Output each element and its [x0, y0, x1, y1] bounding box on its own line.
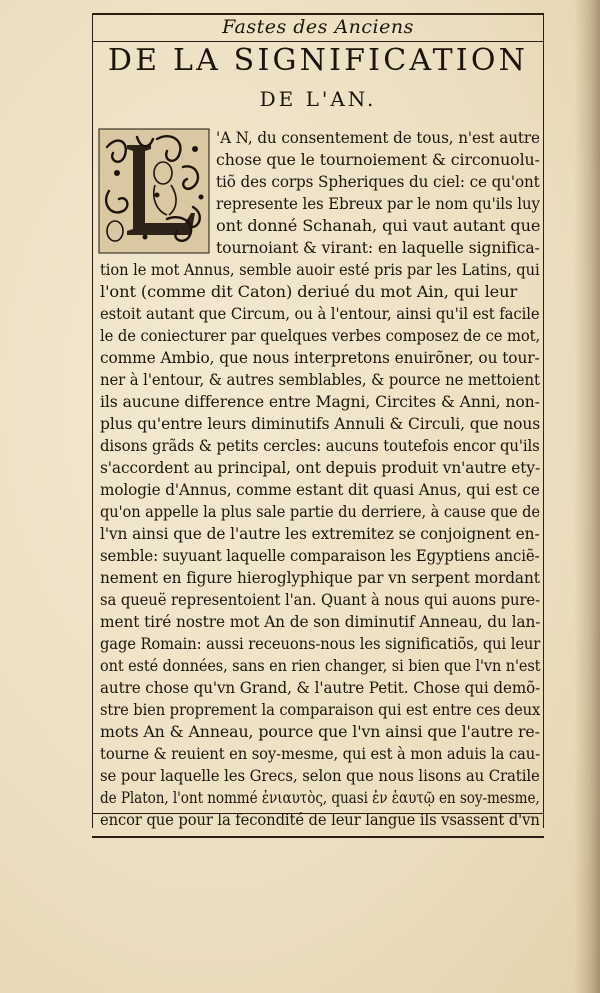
text-line: ment tiré nostre mot An de son diminutif Anneau, du lan- [100, 613, 541, 631]
text-line: semble: suyuant laquelle comparaison les Egyptiens anciẽ- [100, 547, 540, 565]
text-line: tourne & reuient en soy-mesme, qui est à mon aduis la cau- [100, 745, 540, 763]
text-line: encor que pour la fecondité de leur langue ils vsassent d'vn [100, 811, 540, 829]
text-line: tion le mot Annus, semble auoir esté pris par les Latins, qui [100, 261, 540, 279]
text-line: mologie d'Annus, comme estant dit quasi Anus, qui est ce [100, 481, 540, 499]
text-line: stre bien proprement la comparaison qui est entre ces deux [100, 701, 541, 719]
text-line: gage Romain: aussi receuons-nous les significatiõs, qui leur [100, 635, 541, 653]
text-line: de Platon, l'ont nommé ἐνιαυτὸς, quasi ἐν ἑαυτῷ en soy-mesme, [100, 789, 540, 807]
text-line: 'A N, du consentement de tous, n'est autre [216, 129, 540, 147]
running-head: Fastes des Anciens [222, 16, 414, 38]
text-line: ils aucune difference entre Magni, Circites & Anni, non- [100, 393, 540, 411]
text-line: l'ont (comme dit Caton) deriué du mot Ain, qui leur [100, 283, 518, 301]
text-line: ont donné Schanah, qui vaut autant que [216, 217, 541, 235]
chapter-title: DE LA SIGNIFICATION [107, 43, 529, 78]
text-line: chose que le tournoiement & circonuolu- [216, 151, 540, 169]
text-line: se pour laquelle les Grecs, selon que nous lisons au Cratile [100, 767, 540, 785]
text-line: comme Ambio, que nous interpretons enuirõner, ou tour- [100, 349, 540, 367]
text-line: nement en figure hieroglyphique par vn serpent mordant [100, 569, 540, 587]
text-line: autre chose qu'vn Grand, & l'autre Petit. Chose qui demõ- [100, 679, 541, 697]
text-line: l'vn ainsi que de l'autre les extremitez se conjoignent en- [100, 525, 540, 543]
text-line: ont esté données, sans en rien changer, si bien que l'vn n'est [100, 657, 541, 675]
text-line: le de coniecturer par quelques verbes composez de ce mot, [100, 327, 541, 345]
text-line: estoit autant que Circum, ou à l'entour, ainsi qu'il est facile [100, 305, 540, 323]
text-line: qu'on appelle la plus sale partie du derriere, à cause que de [100, 503, 540, 521]
text-line: ner à l'entour, & autres semblables, & pource ne mettoient [100, 371, 540, 389]
text-line: represente les Ebreux par le nom qu'ils luy [216, 195, 540, 213]
text-line: tiõ des corps Spheriques du ciel: ce qu'ont [216, 173, 540, 191]
chapter-subtitle: DE L'AN. [259, 87, 377, 111]
text-line: s'accordent au principal, ont depuis produit vn'autre ety- [100, 459, 541, 477]
text-line: plus qu'entre leurs diminutifs Annuli & Circuli, que nous [100, 415, 541, 433]
text-line: sa queuë representoient l'an. Quant à nous qui auons pure- [100, 591, 540, 609]
text-line: mots An & Anneau, pource que l'vn ainsi que l'autre re- [100, 723, 540, 741]
text-line: disons grãds & petits cercles: aucuns toutefois encor qu'ils [100, 437, 540, 455]
text-line: tournoiant & virant: en laquelle significa- [216, 239, 540, 257]
